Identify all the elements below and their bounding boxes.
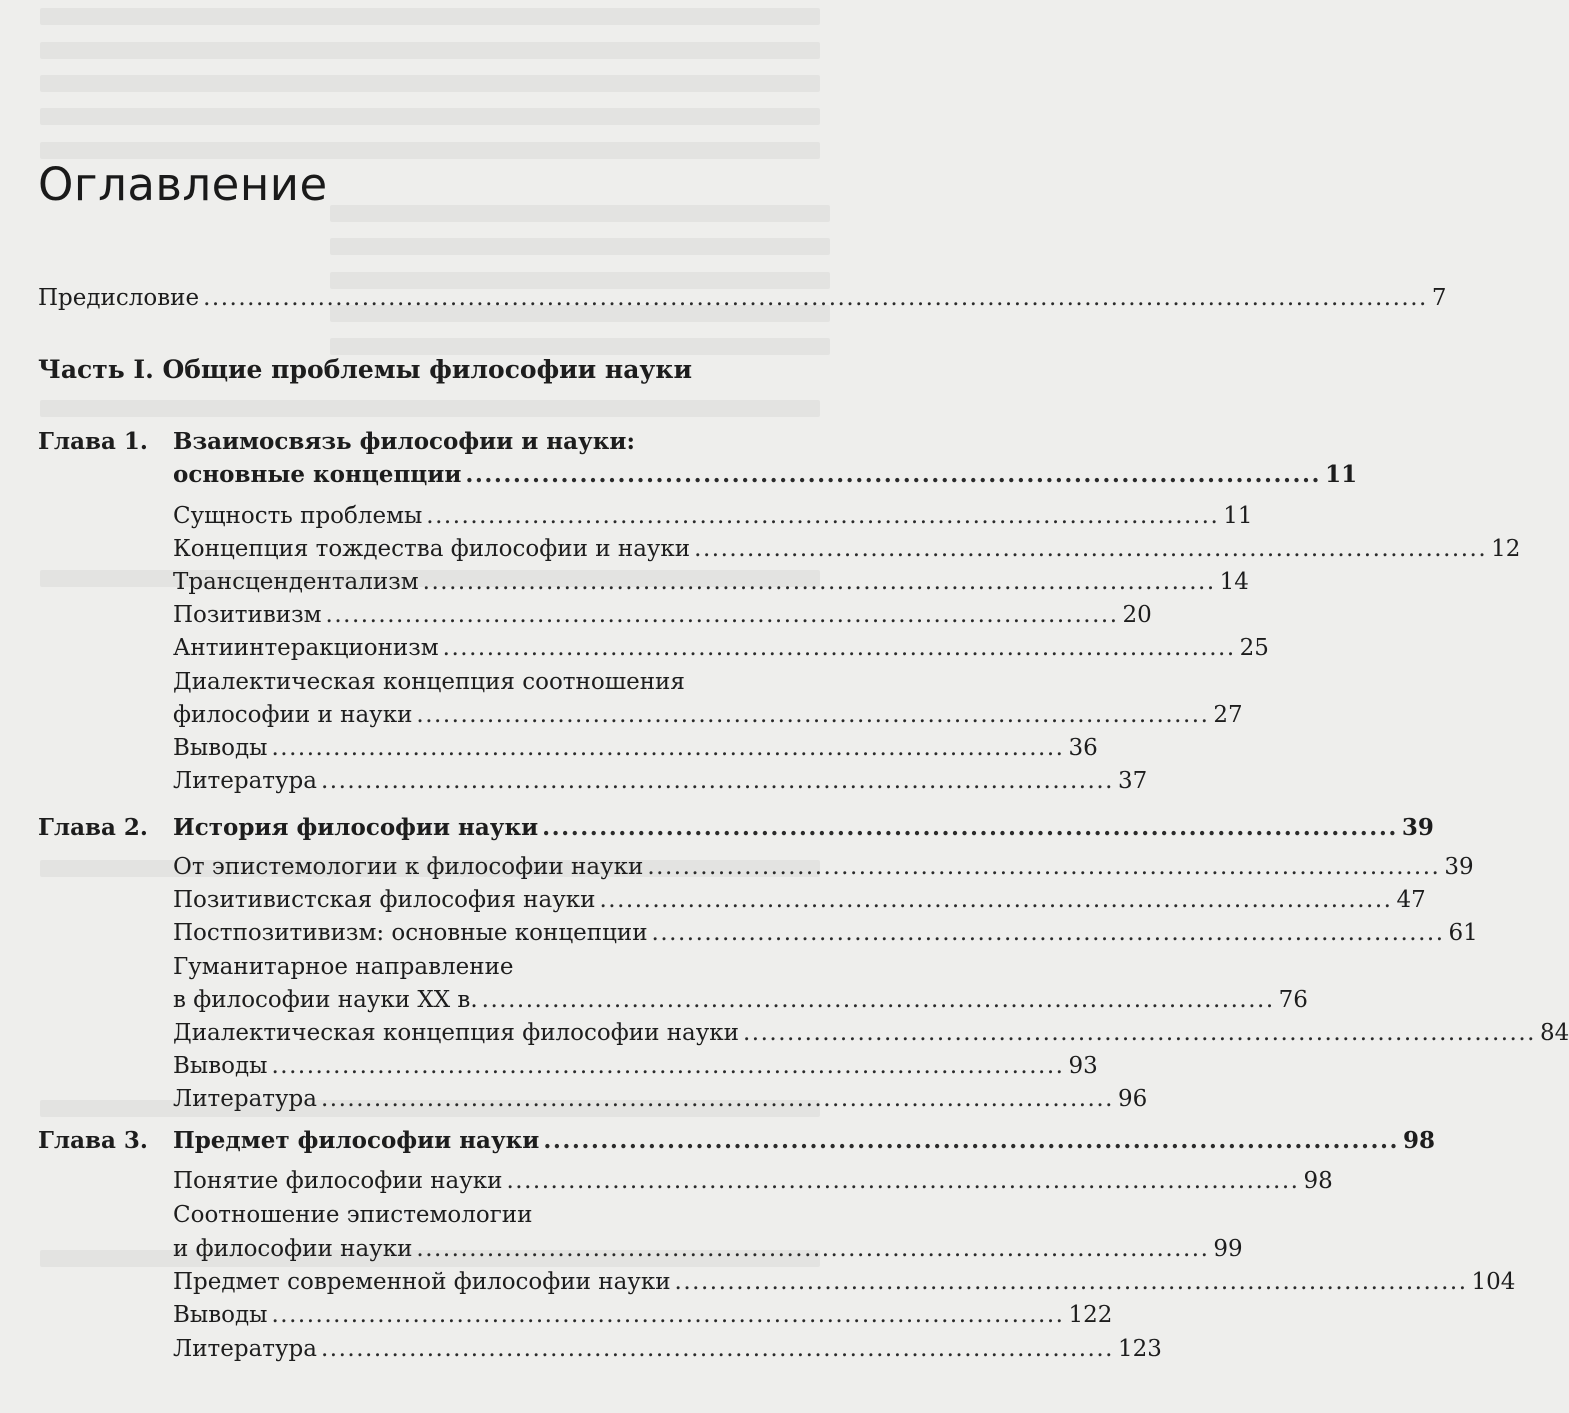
toc-entry-title: основные концепции [173,461,462,488]
toc-entry-section[interactable] [173,633,1269,663]
leader-dots: .......................................................................................... [321,768,1114,794]
leader-dots: .......................................................................................... [416,1236,1210,1262]
toc-entry-title: философии и науки [173,702,413,728]
toc-entry-section[interactable] [173,1267,1516,1297]
toc-entry-title: Литература [173,768,317,794]
leader-dots: .......................................................................................... [599,887,1393,913]
toc-entry-section[interactable] [173,985,1308,1015]
leader-dots: .......................................................................................... [271,1053,1065,1079]
leader-dots: .......................................................................................... [542,814,1398,841]
toc-entry-section[interactable] [173,1051,1098,1081]
toc-entry-title-line: Гуманитарное направление [173,954,514,980]
leader-dots: .......................................................................................... [647,854,1441,880]
leader-dots: .......................................................................................... [442,635,1236,661]
leader-dots: .......................................................................................... [506,1168,1300,1194]
toc-entry-page: 39 [1401,814,1434,841]
toc-entry-preface[interactable] [38,283,1447,313]
toc-entry-page: 104 [1471,1269,1516,1295]
toc-entry-section[interactable] [173,1234,1243,1264]
toc-entry-page: 20 [1122,602,1152,628]
toc-entry-section[interactable] [173,1166,1333,1196]
leader-dots: .......................................................................................... [271,1302,1065,1328]
part-heading: Часть I. Общие проблемы философии науки [38,355,693,384]
leader-dots: .......................................................................................... [422,569,1216,595]
toc-entry-section[interactable] [173,852,1474,882]
toc-entry-chapter-1[interactable] [173,460,1358,490]
toc-entry-page: 98 [1303,1168,1333,1194]
toc-entry-page: 7 [1431,285,1447,311]
toc-entry-page: 11 [1325,461,1358,488]
toc-entry-title: Литература [173,1336,317,1362]
toc-entry-section[interactable] [173,700,1243,730]
toc-entry-page: 12 [1491,536,1521,562]
toc-entry-title: Выводы [173,1302,268,1328]
toc-entry-title: Литература [173,1086,317,1112]
toc-entry-page: 84 [1540,1020,1569,1046]
toc-entry-page: 99 [1213,1236,1243,1262]
toc-entry-section[interactable] [173,1018,1569,1048]
toc-entry-section[interactable] [173,567,1249,597]
toc-entry-page: 93 [1068,1053,1098,1079]
toc-entry-title: Концепция тождества философии и науки [173,536,691,562]
leader-dots: .......................................................................................... [694,536,1488,562]
toc-entry-title: Позитивизм [173,602,322,628]
toc-entry-page: 37 [1118,768,1148,794]
toc-entry-title: Предисловие [38,285,200,311]
toc-entry-title: История философии науки [173,814,539,841]
toc-entry-section[interactable] [173,1334,1162,1364]
page-title: Оглавление [38,158,328,211]
leader-dots: .......................................................................................... [325,602,1119,628]
chapter-label: Глава 2. [38,814,148,841]
toc-entry-title: в философии науки XX в. [173,987,478,1013]
leader-dots: .......................................................................................... [426,503,1220,529]
toc-entry-title: Трансцендентализм [173,569,419,595]
toc-entry-title: Диалектическая концепция философии науки [173,1020,739,1046]
toc-entry-page: 11 [1223,503,1253,529]
leader-dots: .......................................................................................... [481,987,1275,1013]
leader-dots: .......................................................................................... [321,1336,1114,1362]
leader-dots: .......................................................................................... [743,1020,1536,1046]
leader-dots: ........................................................................................................................................... [203,285,1428,311]
leader-dots: .......................................................................................... [416,702,1210,728]
toc-entry-page: 39 [1444,854,1474,880]
toc-entry-title-line: Соотношение эпистемологии [173,1202,533,1228]
toc-entry-title: Постпозитивизм: основные концепции [173,920,648,946]
toc-entry-section[interactable] [173,534,1521,564]
toc-entry-page: 98 [1403,1127,1436,1154]
leader-dots: .......................................................................................... [651,920,1445,946]
toc-entry-title: Предмет философии науки [173,1127,540,1154]
toc-entry-page: 36 [1068,735,1098,761]
toc-entry-section[interactable] [173,1300,1113,1330]
toc-entry-title: Выводы [173,1053,268,1079]
chapter-label: Глава 1. [38,428,148,455]
chapter-label: Глава 3. [38,1127,148,1154]
toc-entry-page: 61 [1448,920,1478,946]
toc-entry-section[interactable] [173,766,1148,796]
toc-entry-page: 76 [1278,987,1308,1013]
toc-entry-title: и философии науки [173,1236,413,1262]
toc-entry-section[interactable] [173,918,1478,948]
toc-entry-page: 123 [1118,1336,1162,1362]
toc-entry-title-line: Диалектическая концепция соотношения [173,669,685,695]
leader-dots: .......................................................................................... [674,1269,1468,1295]
leader-dots: .......................................................................................... [543,1127,1400,1154]
leader-dots: .......................................................................................... [465,461,1322,488]
toc-entry-section[interactable] [173,1084,1148,1114]
toc-entry-title: Позитивистская философия науки [173,887,596,913]
toc-entry-page: 122 [1068,1302,1113,1328]
toc-entry-title: Сущность проблемы [173,503,423,529]
leader-dots: .......................................................................................... [271,735,1065,761]
toc-entry-title: От эпистемологии к философии науки [173,854,644,880]
toc-entry-title: Выводы [173,735,268,761]
toc-entry-page: 47 [1396,887,1426,913]
toc-entry-page: 27 [1213,702,1243,728]
toc-entry-page: 96 [1118,1086,1148,1112]
chapter-title-line: Взаимосвязь философии и науки: [173,428,635,455]
toc-entry-section[interactable] [173,501,1253,531]
toc-entry-section[interactable] [173,600,1152,630]
toc-entry-chapter-3[interactable] [173,1126,1436,1156]
leader-dots: .......................................................................................... [321,1086,1114,1112]
toc-entry-page: 25 [1239,635,1269,661]
toc-entry-section[interactable] [173,733,1098,763]
toc-entry-title: Понятие философии науки [173,1168,503,1194]
toc-entry-title: Предмет современной философии науки [173,1269,671,1295]
toc-entry-section[interactable] [173,885,1426,915]
toc-entry-chapter-2[interactable] [173,813,1434,843]
toc-entry-title: Антиинтеракционизм [173,635,439,661]
toc-entry-page: 14 [1219,569,1249,595]
